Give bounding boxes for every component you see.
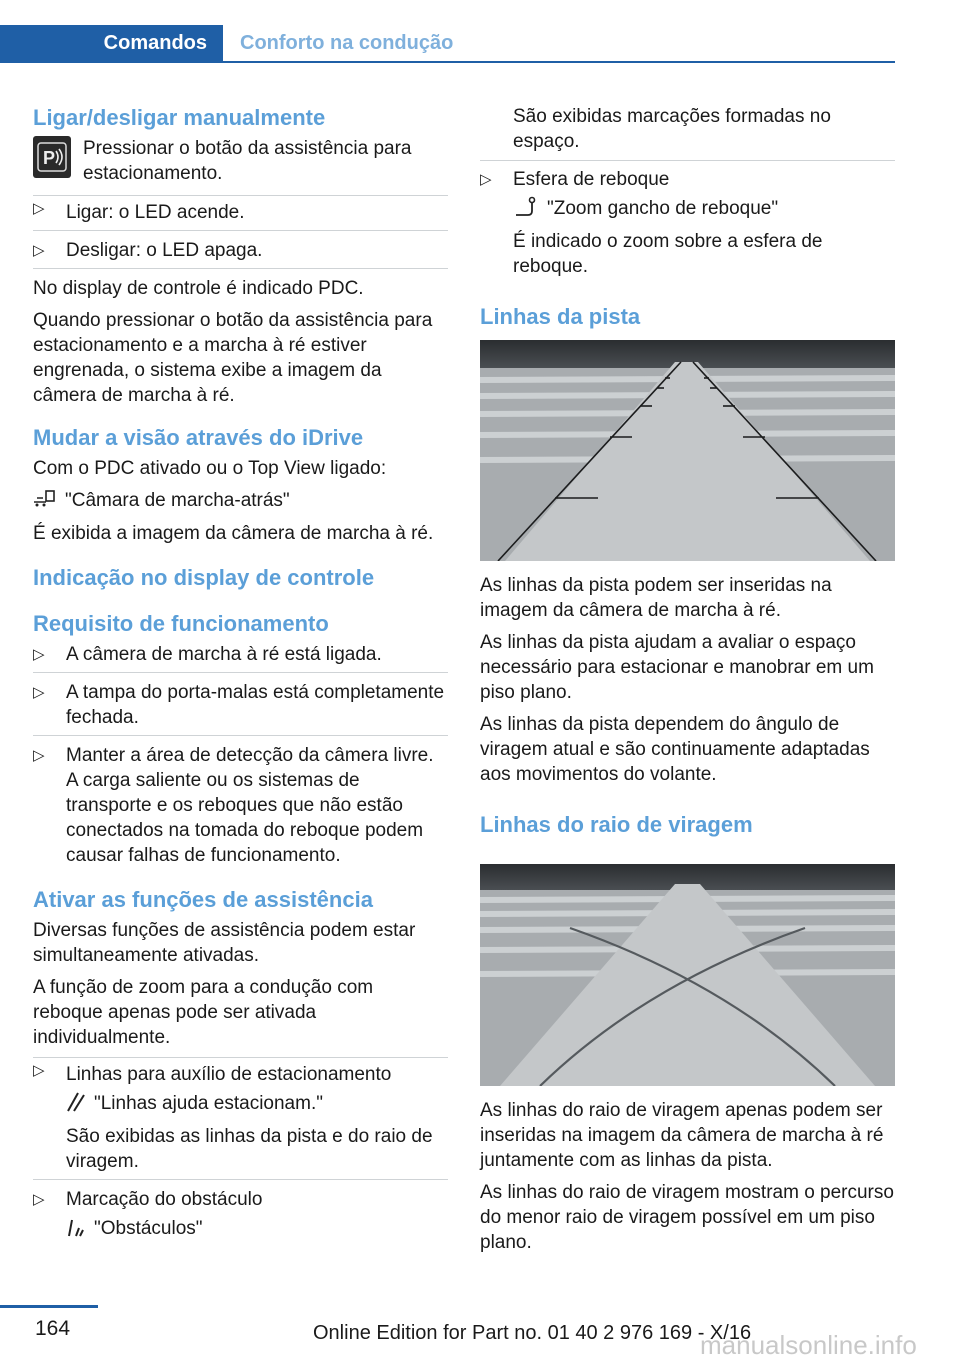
list-item: ▷ Manter a área de detecção da câmera livre. A carga saliente ou os sistemas de transporte e os reboques que não estão conectados na tomada do reboque podem causar falhas de funcionamento. — [33, 745, 434, 866]
paragraph-lanes-3: As linhas da pista dependem do ângulo de viragem atual e são continuamente adaptadas aos movimentos do volante. — [480, 714, 870, 785]
heading-requisite: Requisito de funcionamento — [33, 611, 329, 636]
list-item: ▷ Desligar: o LED apaga. — [33, 238, 448, 269]
tab-conforto[interactable]: Conforto na condução — [240, 32, 454, 54]
heading-activate: Ativar as funções de assistência — [33, 887, 373, 912]
list-item-aux: ▷ Linhas para auxílio de estacionamento "Linhas ajuda estacionam." São exibidas as linhas da pista e do raio de viragem. — [33, 1057, 448, 1180]
heading-lanes: Linhas da pista — [480, 304, 641, 329]
list-triangle-icon: ▷ — [480, 171, 492, 188]
right-column-middle — [480, 573, 895, 839]
parking-lines-icon — [66, 1091, 88, 1120]
list-triangle-icon: ▷ — [33, 646, 45, 663]
heading-idrive: Mudar a visão através do iDrive — [33, 425, 364, 450]
right-column-bottom — [480, 1098, 900, 1262]
camera-menu-row — [33, 488, 448, 515]
list-item: ▷ Ligar: o LED acende. — [33, 195, 448, 231]
paragraph-pdc: No display de controle é indicado PDC. — [33, 278, 364, 299]
rear-camera-icon — [33, 488, 59, 515]
heading-turn: Linhas do raio de viragem — [480, 812, 753, 837]
park-assist-button-icon — [33, 136, 71, 178]
heading-indication: Indicação no display de controle — [33, 565, 375, 590]
paragraph-pdc-on: Com o PDC ativado ou o Top View ligado: — [33, 458, 387, 479]
paragraph-zoom: A função de zoom para a condução com reboque apenas pode ser ativada individualmente. — [33, 977, 374, 1048]
list-triangle-icon: ▷ — [33, 684, 45, 701]
manual-text: Pressionar o botão da assistência para estacionamento. — [83, 138, 412, 184]
page-number: 164 — [35, 1317, 71, 1340]
paragraph-multi: Diversas funções de assistência podem estar simultaneamente ativadas. — [33, 920, 416, 966]
list-item-tow: ▷ Esfera de reboque "Zoom gancho de reboque" É indicado o zoom sobre a esfera de reboque. — [480, 169, 823, 277]
obstacle-marking-icon — [66, 1216, 88, 1245]
paragraph-lanes-1: As linhas da pista podem ser inseridas na imagem da câmera de marcha à ré. — [480, 575, 832, 621]
list-triangle-icon: ▷ — [33, 242, 45, 259]
list-triangle-icon: ▷ — [33, 747, 45, 764]
list-triangle-icon: ▷ — [33, 1191, 45, 1208]
camera-menu-label: "Câmara de marcha-atrás" — [65, 490, 290, 511]
paragraph-press: Quando pressionar o botão da assistência para estacionamento e a marcha à ré estiver engrenada, o sistema exibe a imagem da câmera de marcha à ré. — [33, 310, 433, 406]
list-triangle-icon: ▷ — [33, 200, 45, 217]
turning-radius-figure — [480, 864, 895, 1086]
left-column — [33, 104, 448, 1252]
list-triangle-icon: ▷ — [33, 1062, 45, 1079]
manual-row — [33, 136, 448, 186]
paragraph-turn-2: As linhas do raio de viragem mostram o percurso do menor raio de viragem possível em um piso plano. — [480, 1182, 894, 1253]
continued-text: São exibidas marcações formadas no espaço. — [480, 104, 895, 161]
list-item: ▷ A tampa do porta-malas está completamente fechada. — [33, 680, 448, 736]
paragraph-lanes-2: As linhas da pista ajudam a avaliar o espaço necessário para estacionar e manobrar em um piso plano. — [480, 632, 874, 703]
heading-manual: Ligar/desligar manualmente — [33, 105, 326, 130]
tow-hitch-icon — [513, 196, 541, 225]
watermark: manualsonline.info — [700, 1330, 917, 1360]
paragraph-turn-1: As linhas do raio de viragem apenas podem ser inseridas na imagem da câmera de marcha à ré juntamente com as linhas da pista. — [480, 1100, 884, 1171]
edition-text: Online Edition for Part no. 01 40 2 976 169 - X/16 — [313, 1322, 752, 1344]
svg-text:P: P — [43, 148, 56, 168]
paragraph-shown: É exibida a imagem da câmera de marcha à ré. — [33, 523, 434, 544]
list-item: ▷ A câmera de marcha à ré está ligada. — [33, 642, 448, 673]
page-header — [0, 25, 895, 63]
tab-comandos[interactable]: Comandos — [0, 25, 223, 61]
list-item-obstacle: ▷ Marcação do obstáculo "Obstáculos" — [33, 1187, 448, 1245]
right-column-top — [480, 104, 895, 331]
lane-lines-figure — [480, 340, 895, 561]
footer-rule — [0, 1305, 98, 1308]
